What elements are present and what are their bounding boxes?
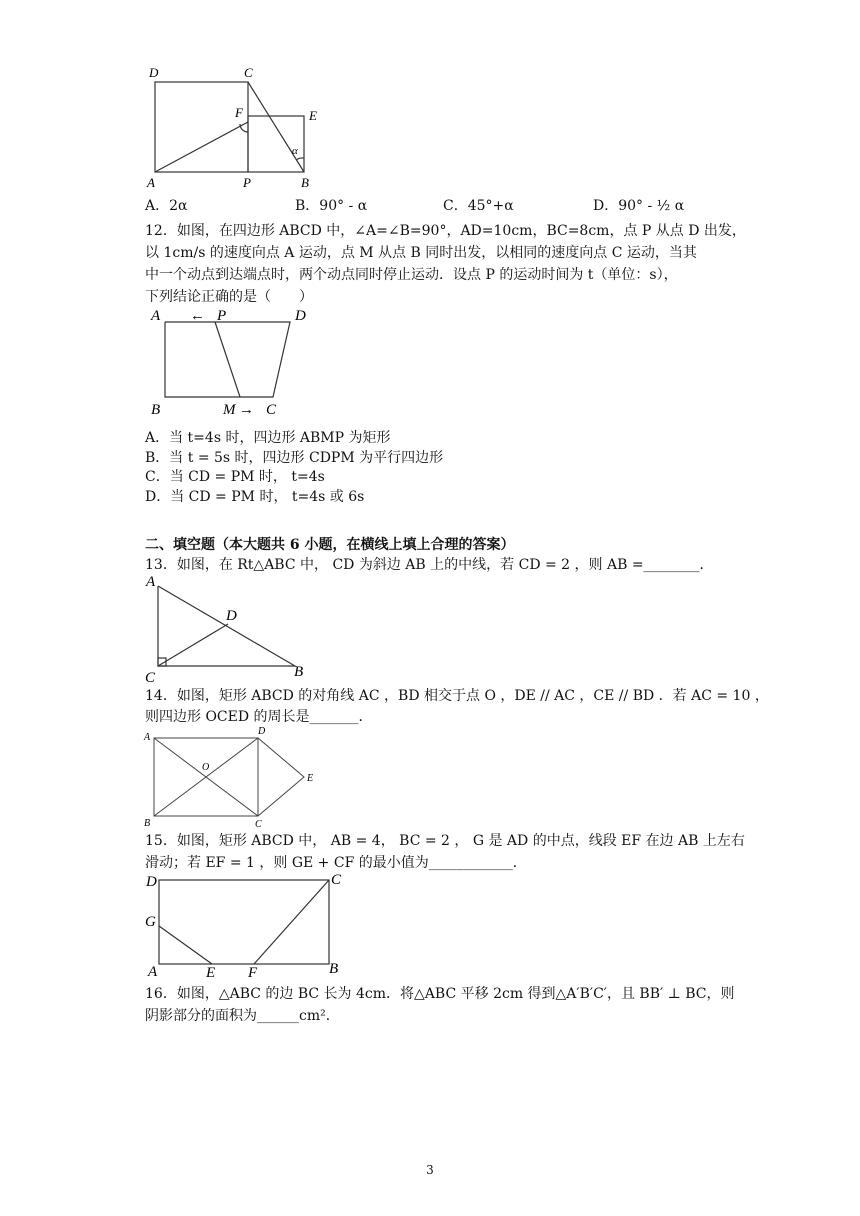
q11-figure [140, 62, 340, 192]
q12-text-line-4: 下列结论正确的是（ ） [145, 289, 313, 305]
q12-figure [145, 302, 325, 422]
q13-label-b: B [294, 664, 304, 680]
q11-line-af [155, 122, 248, 172]
q13-text: 13．如图，在 Rt△ABC 中， CD 为斜边 AB 上的中线，若 CD = 2 ，则 AB =________． [145, 557, 714, 573]
q12-label-p: P [217, 308, 227, 324]
q15-line-cf [254, 880, 329, 964]
q15-label-e: E [206, 965, 216, 981]
q15-label-c: C [331, 872, 342, 888]
q11-label-e: E [309, 108, 317, 123]
q12-label-b: B [151, 402, 161, 418]
q11-square-pbef [248, 116, 304, 172]
q15-label-a: A [148, 964, 158, 980]
q16-text-line-2: 阴影部分的面积为______cm²． [145, 1008, 340, 1024]
q11-option-b: B．90° - α [295, 198, 368, 214]
q12-option-a: A．当 t=4s 时，四边形 ABMP 为矩形 [145, 430, 391, 446]
q15-label-f: F [248, 965, 258, 981]
q13-label-c: C [145, 670, 156, 686]
section-2-heading: 二、填空题（本大题共 6 小题，在横线上填上合理的答案） [145, 537, 515, 553]
q16-text-line-1: 16．如图，△ABC 的边 BC 长为 4cm．将△ABC 平移 2cm 得到△A′B′C′，且 BB′ ⊥ BC，则 [145, 986, 735, 1002]
q14-lines-de-ce [258, 738, 304, 816]
page-number: 3 [426, 1163, 434, 1177]
q14-text-line-1: 14．如图，矩形 ABCD 的对角线 AC ，BD 相交于点 O ，DE // AC ，CE // BD ．若 AC = 10 ， [145, 688, 769, 704]
q12-arrow-right: → [239, 402, 254, 418]
q15-text-line-2: 滑动；若 EF = 1 ，则 GE + CF 的最小值为____________． [145, 855, 527, 871]
q11-label-p: P [243, 175, 251, 190]
q12-option-c: C．当 CD = PM 时， t=4s [145, 469, 325, 485]
q11-option-c: C．45°+α [443, 198, 514, 214]
q14-label-o: O [202, 762, 210, 773]
q12-text-line-2: 以 1cm/s 的速度向点 A 运动，点 M 从点 B 同时出发，以相同的速度向点 C 运动，当其 [145, 245, 697, 261]
q11-label-a: A [147, 175, 155, 190]
q11-option-d: D．90° - ½ α [593, 198, 685, 214]
q15-rectangle [159, 880, 329, 964]
q12-option-b: B．当 t = 5s 时，四边形 CDPM 为平行四边形 [145, 450, 444, 466]
q14-text-line-2: 则四边形 OCED 的周长是_______． [145, 709, 373, 725]
q11-square-abcd [155, 82, 248, 172]
q12-text-line-1: 12．如图，在四边形 ABCD 中，∠A=∠B=90°，AD=10cm，BC=8cm，点 P 从点 D 出发， [145, 223, 746, 239]
q15-line-ge [159, 926, 212, 964]
q13-median-cd [158, 624, 228, 666]
q13-figure [140, 574, 320, 686]
q15-figure [142, 870, 352, 980]
q14-label-c: C [255, 819, 262, 830]
q12-label-d: D [295, 308, 306, 324]
q12-label-a: A [151, 308, 161, 324]
q11-label-f: F [235, 105, 243, 120]
q12-text-line-3: 中一个动点到达端点时，两个动点同时停止运动．设点 P 的运动时间为 t（单位：s）， [145, 267, 678, 283]
q12-option-d: D．当 CD = PM 时， t=4s 或 6s [145, 489, 365, 505]
q12-arrow-left: ← [190, 308, 205, 324]
q12-label-m: M [223, 402, 236, 418]
q12-line-pm [215, 322, 240, 397]
q11-label-alpha: α [292, 145, 298, 157]
q13-label-a: A [146, 574, 156, 590]
q12-label-c: C [266, 402, 277, 418]
q11-line-cb [248, 82, 304, 172]
q11-label-c: C [244, 65, 253, 80]
q14-label-b: B [144, 818, 151, 829]
q14-label-d: D [258, 726, 266, 737]
q11-label-b: B [301, 175, 309, 190]
q11-option-a: A．2α [145, 198, 188, 214]
q14-label-a: A [144, 732, 151, 743]
q13-label-d: D [226, 608, 237, 624]
q15-label-d: D [146, 874, 157, 890]
q15-text-line-1: 15．如图，矩形 ABCD 中， AB = 4， BC = 2 ， G 是 AD 的中点，线段 EF 在边 AB 上左右 [145, 833, 745, 849]
q15-label-g: G [145, 914, 156, 930]
q11-angle-alpha-arc [296, 158, 304, 160]
q14-figure [142, 724, 332, 832]
q11-label-d: D [149, 65, 159, 80]
q14-label-e: E [307, 773, 314, 784]
q15-label-b: B [329, 961, 339, 977]
